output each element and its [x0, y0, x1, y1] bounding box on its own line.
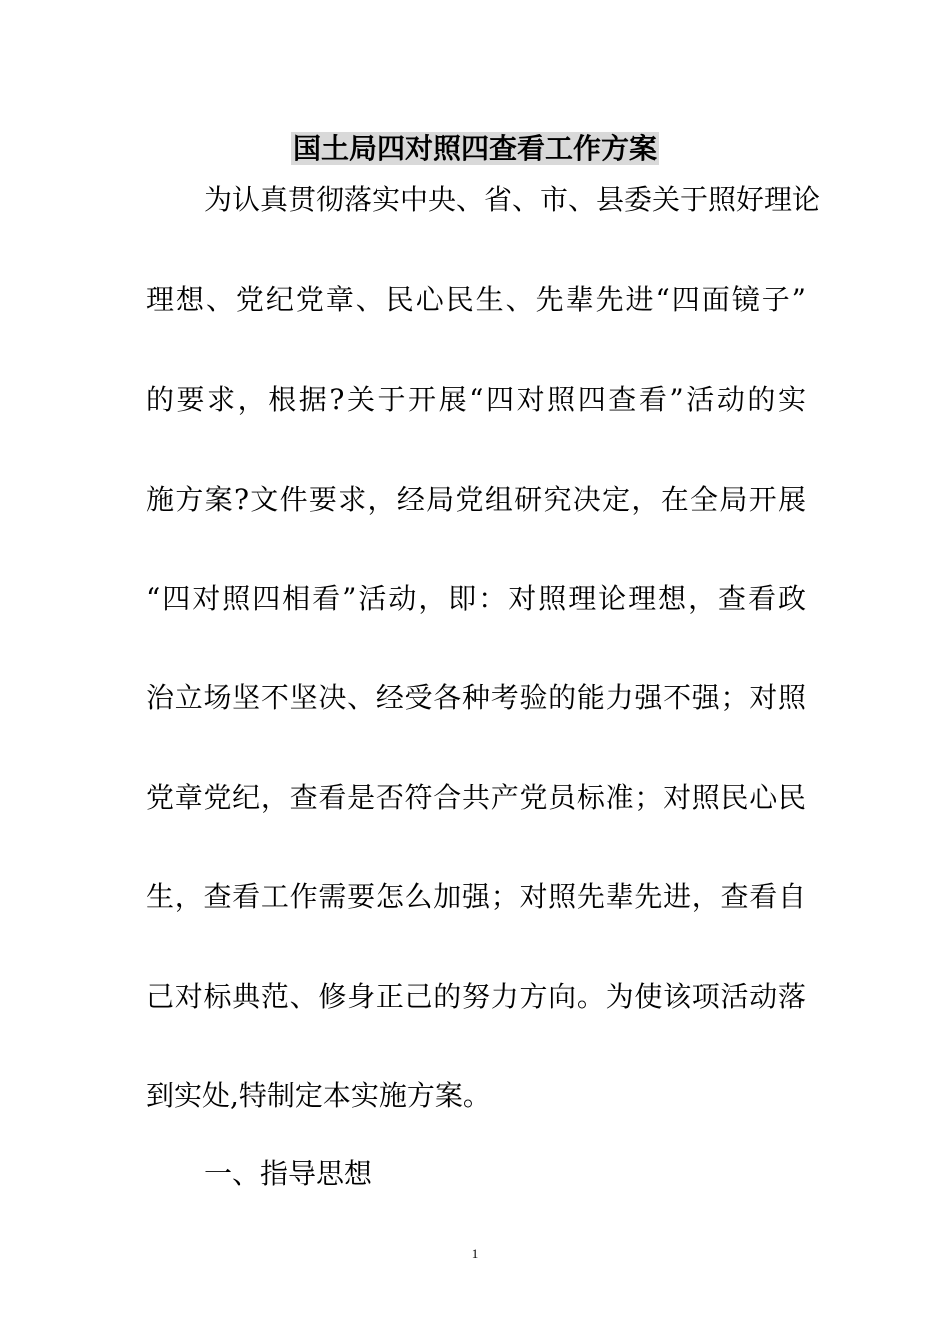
paragraph-line-6: 治立场坚不坚决、经受各种考验的能力强不强；对照 — [146, 681, 806, 714]
paragraph-line-7: 党章党纪，查看是否符合共产党员标准；对照民心民 — [146, 781, 806, 814]
page-number: 1 — [471, 1246, 479, 1261]
paragraph-line-5: “四对照四相看”活动，即：对照理论理想，查看政 — [146, 582, 806, 615]
paragraph-line-10: 到实处,特制定本实施方案。 — [146, 1079, 491, 1112]
paragraph-line-8: 生，查看工作需要怎么加强；对照先辈先进，查看自 — [146, 880, 806, 913]
paragraph-line-9: 己对标典范、修身正己的努力方向。为使该项活动落 — [146, 980, 806, 1013]
document-title — [0, 128, 950, 170]
paragraph-line-4: 施方案?文件要求，经局党组研究决定，在全局开展 — [146, 483, 806, 516]
paragraph-line-2: 理想、党纪党章、民心民生、先辈先进“四面镜子” — [146, 283, 806, 316]
paragraph-line-1: 为认真贯彻落实中央、省、市、县委关于照好理论 — [204, 183, 821, 216]
document-title-text: 国土局四对照四查看工作方案 — [292, 132, 657, 165]
paragraph-line-3: 的要求，根据?关于开展“四对照四查看”活动的实 — [146, 383, 806, 416]
section-heading: 一、指导思想 — [204, 1157, 373, 1190]
